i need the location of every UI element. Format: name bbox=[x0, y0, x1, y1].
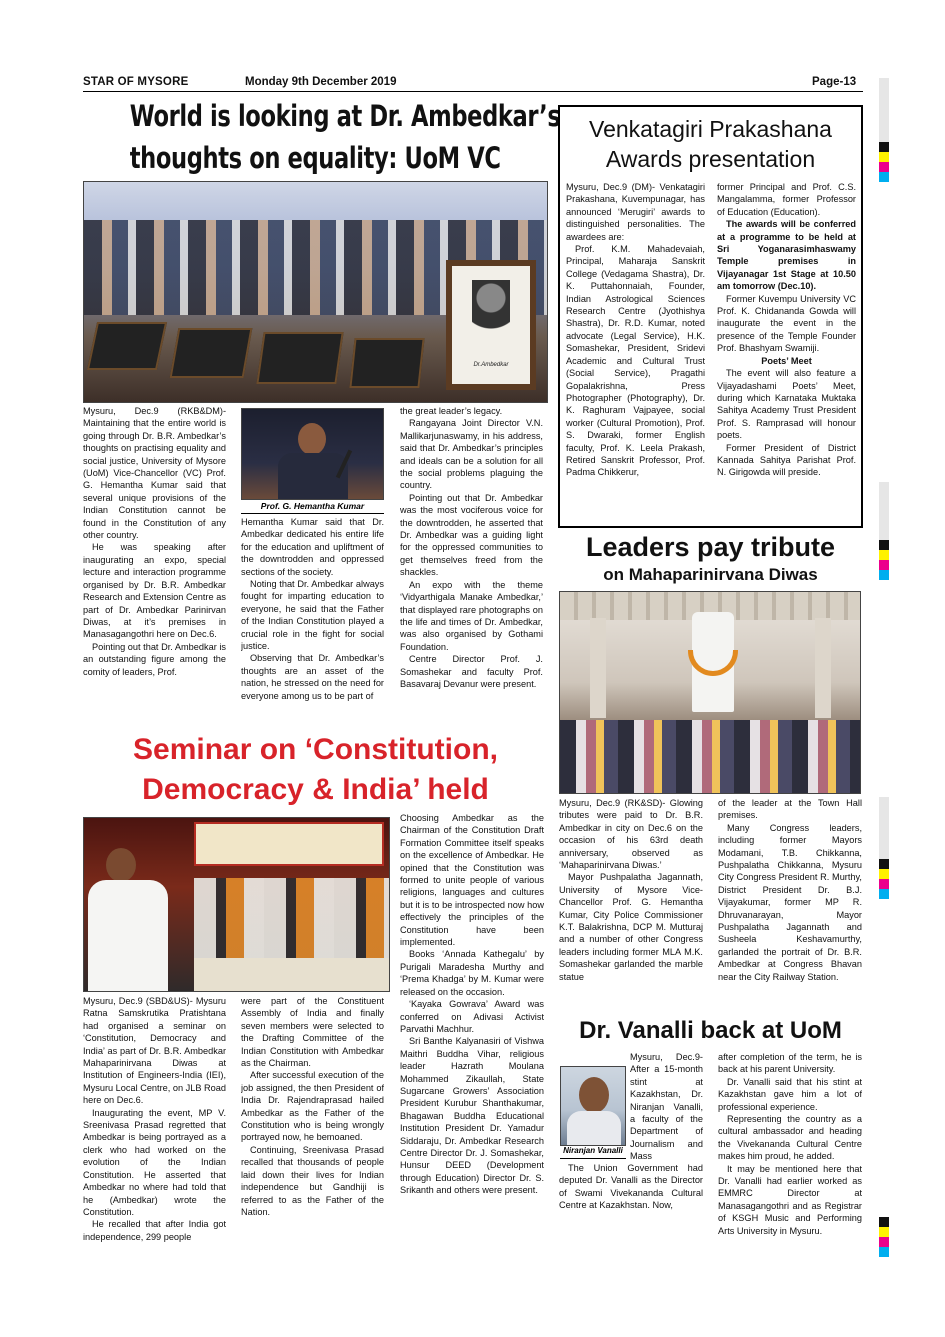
ambedkar-portrait-frame bbox=[446, 260, 536, 390]
reg-magenta bbox=[879, 879, 889, 889]
ambedkar-portrait bbox=[472, 280, 510, 340]
vanalli-col1 bbox=[559, 1162, 703, 1266]
ambedkar-col3-para: Rangayana Joint Director V.N. Mallikarjunaswamy, in his address, said that Dr. Ambedkar’s principles and ideals can be a solution for all the social problems plaguing the country. bbox=[400, 418, 543, 491]
inset-person-head bbox=[298, 423, 326, 455]
reg-yellow bbox=[879, 1227, 889, 1237]
ambedkar-portrait-label: Dr.Ambedkar bbox=[473, 362, 509, 368]
vanalli-portrait bbox=[560, 1066, 626, 1146]
vanalli-portrait-body bbox=[567, 1111, 621, 1146]
reg-grey bbox=[879, 797, 889, 859]
seminar-headline-line1: Seminar on ‘Constitution, bbox=[133, 733, 498, 766]
vanalli-col2-para: It may be mentioned here that Dr. Vanalli had earlier worked as EMMRC Director at Manasagangothri and as Registrar of KSGH Music and Performing Arts University in Mysuru. bbox=[718, 1163, 862, 1236]
ambedkar-col3-para: An expo with the theme ‘Vidyarthigala Manake Ambedkar,’ that displayed rare photographs on the life and times of Dr. Ambedkar, was also organised by Gothami Foundation. bbox=[400, 579, 543, 652]
seminar-dais-guests bbox=[194, 878, 390, 958]
venkatagiri-headline-line1: Venkatagiri Prakashana bbox=[589, 116, 832, 142]
headline-ambedkar-line1: World is looking at Dr. Ambedkar’s bbox=[129, 99, 561, 133]
venkatagiri-col2-para: Former President of District Kannada Sahitya Parishat Prof. N. Girigowda will preside. bbox=[717, 442, 856, 478]
seminar-photo bbox=[83, 817, 390, 992]
venkatagiri-col2-para: former Principal and Prof. C.S. Mangalamma, former Professor of Education (Education). bbox=[717, 182, 856, 217]
seminar-col3-para: ‘Kayaka Gowrava’ Award was conferred on Adivasi Activist Parvathi Machhur. bbox=[400, 999, 544, 1034]
seminar-col1 bbox=[83, 995, 226, 1265]
vanalli-col2-para: Dr. Vanalli said that his stint at Kazakhstan gave him a lot of professional experience. bbox=[718, 1076, 862, 1112]
ambedkar-col3-para: Pointing out that Dr. Ambedkar was the most vociferous voice for the downtrodden, he asserted that Dr. Ambedkar was a guiding light for the oppressed communities to get themselves freed from the shackles. bbox=[400, 492, 543, 578]
ambedkar-col3-para: Centre Director Prof. J. Somashekar and faculty Prof. Basavaraj Devanur were present. bbox=[400, 654, 543, 689]
seminar-table-cloth bbox=[194, 958, 390, 992]
seminar-col1-para: Inaugurating the event, MP V. Sreenivasa Prasad regretted that Ambedkar is being portrayed as a clerk who had worked on the evolution of the Indian Constitution. He asserted that Ambedkar no where had told that he (Ambedkar) wrote the Constitution. bbox=[83, 1107, 226, 1217]
leaders-col1-para: Mayor Pushpalatha Jagannath, University of Mysore Vice-Chancellor Prof. G. Hemantha Kumar, City Police Commissioner K.T. Balakrishna, DCP M. Mutturaj and a number of other Congress leaders including former MLA M.K. Somashekar garlanded the marble statue bbox=[559, 872, 703, 982]
masthead-rule bbox=[83, 91, 863, 92]
reg-magenta bbox=[879, 1237, 889, 1247]
reg-cyan bbox=[879, 570, 889, 580]
hemantha-kumar-caption: Prof. G. Hemantha Kumar bbox=[260, 501, 365, 511]
venkatagiri-col2-para: Former Kuvempu University VC Prof. K. Chidananda Gowda will inaugurate the event in the presence of the Temple Founder Prof. Bhashyam Swamiji. bbox=[717, 293, 856, 354]
reg-yellow bbox=[879, 550, 889, 560]
venkatagiri-col1 bbox=[566, 181, 705, 521]
expo-tent-banner bbox=[84, 182, 548, 220]
vanalli-col1-para: The Union Government had deputed Dr. Vanalli as the Director of Swami Vivekananda Cultural Centre at Kazakhstan. Now, bbox=[559, 1163, 703, 1211]
seminar-col2-para: Continuing, Sreenivasa Prasad recalled that thousands of people laid down their lives for Indian independence but Gandhiji is referred to as the Father of the Nation. bbox=[241, 1144, 384, 1217]
seminar-stage-banner bbox=[194, 822, 384, 866]
registration-marks-lower bbox=[879, 797, 889, 899]
masthead-paper-name: STAR OF MYSORE bbox=[83, 76, 189, 88]
vanalli-col2-para: Representing the country as a cultural ambassador and heading the Vivekananda Cultural Centre makes him proud, he added. bbox=[718, 1114, 862, 1162]
seminar-headline-line2: Democracy & India’ held bbox=[142, 773, 489, 806]
leaders-col2-para: Many Congress leaders, including former Mayors Modamani, T.B. Chikkanna, Pushpalatha Chikkanna, Mysuru City Congress President R. Murthy, District President Dr. B.J. Vijayakumar, former MP R. Dhruvanarayan, Mayor Pushpalatha Jagannath and Susheela Keshavamurthy, garlanded the portrait of Dr. B.R. Ambedkar at Congress Bhavan near the City Railway Station. bbox=[718, 822, 862, 982]
ambedkar-col1-para: Mysuru, Dec.9 (RKB&DM)- Maintaining that the entire world is going through Dr. B.R. Ambedkar’s thoughts on practising equality and social justice, University of Mysore (UoM) Vice-Chancellor (VC) Prof. G. Hemantha Kumar said that several unique provisions of the Indian Constitution cannot be found in the Constitution of any other country. bbox=[83, 406, 226, 541]
reg-yellow bbox=[879, 869, 889, 879]
reg-yellow bbox=[879, 152, 889, 162]
seminar-col1-para: Mysuru, Dec.9 (SBD&US)- Mysuru Ratna Samskrutika Pratishtana had organised a seminar on ‘Constitution, Democracy and India’ as part of Dr. B.R. Ambedkar Mahaparinirvana Diwas at Institution of Engineers-India (IEI), Mysuru Local Centre, on JLB Road here on Dec.6. bbox=[83, 996, 226, 1106]
reg-black bbox=[879, 142, 889, 152]
leaders-headline-line1: Leaders pay tribute bbox=[585, 532, 836, 562]
vanalli-col1-wrap bbox=[630, 1051, 703, 1161]
venkatagiri-col2 bbox=[717, 181, 856, 521]
seminar-col2-para: were part of the Constituent Assembly of India and finally seven members were selected to the Drafting Committee of the Indian Constitution with Ambedkar as the Chairman. bbox=[241, 996, 384, 1069]
seminar-speaker-head bbox=[106, 848, 136, 882]
ambedkar-story-col3 bbox=[400, 405, 543, 727]
vanalli-caption-rule bbox=[560, 1158, 626, 1159]
vanalli-col2-para: after completion of the term, he is back at his parent University. bbox=[718, 1052, 862, 1075]
vanalli-col1-text: Mysuru, Dec.9- After a 15-month stint at Kazakhstan, Dr. Niranjan Vanalli, a faculty of the Department of Journalism and Mass bbox=[630, 1052, 703, 1161]
leaders-col2 bbox=[718, 797, 862, 1011]
seminar-speaker-body bbox=[88, 880, 168, 992]
masthead-date: Monday 9th December 2019 bbox=[245, 76, 397, 88]
venkatagiri-col1-para: Prof. K.M. Mahadevaiah, Principal, Maharaja Sanskrit College (Vedagama Shastra), Dr. K. Puttahonnaiah, Founder, Indian Astrological Sciences Research Centre (Jyothishya Shastra), Dr. R.D. Kumar, noted advocate (Legal Service), H.K. Somashekar, President, Sridevi Academic and Cultural Trust (Social Service), Pragathi Gopalakrishna, Press Photographer (Photography), Dr. K. Raghuram Vajpayee, social worker (Cultural Promotion), Prof. S. Dwaraki, former English faculty, Prof. K. Leela Prakash, Retired Sanskrit Professor, Prof. Padma Chikkerur, bbox=[566, 244, 705, 478]
reg-black bbox=[879, 540, 889, 550]
hemantha-kumar-inset-photo bbox=[241, 408, 384, 500]
reg-black bbox=[879, 859, 889, 869]
ambedkar-col3-para: the great leader’s legacy. bbox=[400, 406, 503, 416]
registration-marks-bottom bbox=[879, 1217, 889, 1257]
seminar-col3-para: Books ‘Annada Kathegalu’ by Purigali Maradesha Murthy and ‘Prema Khadga’ by M. Kumar were released on the occasion. bbox=[400, 949, 544, 997]
ambedkar-col2-para: Noting that Dr. Ambedkar always fought for imparting education to everyone, he said that the Father of the Indian Constitution played a crucial role in the fight for social justice. bbox=[241, 579, 384, 652]
reg-cyan bbox=[879, 172, 889, 182]
ambedkar-col1-para: Pointing out that Dr. Ambedkar is an outstanding figure among the comity of leaders, Prof. bbox=[83, 641, 226, 677]
headline-ambedkar-line2: thoughts on equality: UoM VC bbox=[129, 141, 501, 175]
ambedkar-col1-para: He was speaking after inaugurating an expo, special lecture and interaction programme organised by Dr. B.R. Ambedkar Research and Extension Centre as part of Dr. Ambedkar Parinirvan Diwas, at it’s premises in Manasagangothri here on Dec.6. bbox=[83, 542, 226, 640]
reg-cyan bbox=[879, 1247, 889, 1257]
vanalli-headline: Dr. Vanalli back at UoM bbox=[579, 1017, 842, 1044]
venkatagiri-headline-line2: Awards presentation bbox=[605, 146, 816, 172]
reg-grey bbox=[879, 482, 889, 540]
expo-photo-frame-3 bbox=[256, 332, 343, 384]
ambedkar-story-col1 bbox=[83, 405, 226, 727]
statue-tribute-photo bbox=[559, 591, 861, 794]
seminar-col1-para: He recalled that after India got independence, 299 people bbox=[83, 1219, 226, 1242]
venkatagiri-col1-para: Mysuru, Dec.9 (DM)- Venkatagiri Prakashana, Kuvempunagar, has announced ‘Merugiri’ awards to distinguished personalities. The awardees are: bbox=[566, 182, 705, 242]
seminar-col2-para: After successful execution of the job assigned, the then President of India Dr. Rajendraprasad hailed Ambedkar as the Father of the Constitution who is being wrongly portrayed now, he bemoaned. bbox=[241, 1070, 384, 1143]
reg-magenta bbox=[879, 162, 889, 172]
expo-photo-frame-1 bbox=[87, 322, 167, 370]
ambedkar-story-col2 bbox=[241, 516, 384, 727]
ambedkar-col2-para: Observing that Dr. Ambedkar’s thoughts are an asset of the nation, he stressed on the need for everyone among us to be part of bbox=[241, 653, 384, 701]
seminar-col2 bbox=[241, 995, 384, 1265]
expo-photo-frame-4 bbox=[349, 338, 424, 388]
reg-grey bbox=[879, 78, 889, 142]
registration-marks-top bbox=[879, 78, 889, 182]
vanalli-portrait-head bbox=[579, 1077, 609, 1113]
reg-cyan bbox=[879, 889, 889, 899]
seminar-col3-para: Choosing Ambedkar as the Chairman of the Constitution Draft Formation Committee itself speaks on the excellence of Ambedkar. He opined that the Constitution was formed to unite people of various religions, languages and cultures but it is to be introspected now how effectively the principles of the Constitution have been implemented. bbox=[400, 813, 544, 948]
reg-black bbox=[879, 1217, 889, 1227]
venkatagiri-col2-bold-para: The awards will be conferred at a programme to be held at Sri Yoganarasimhaswamy Temple premises in Vijayanagar 1st Stage at 10.50 am tomorrow (Dec.10). bbox=[717, 219, 856, 292]
expo-photo bbox=[83, 181, 548, 403]
ambedkar-col2-para: Hemantha Kumar said that Dr. Ambedkar dedicated his entire life for the education and upliftment of the downtrodden and oppressed sections of the society. bbox=[241, 517, 384, 577]
leaders-col1 bbox=[559, 797, 703, 1011]
vanalli-col1-para bbox=[630, 1051, 703, 1161]
crowd-row bbox=[560, 720, 861, 794]
seminar-col3-para: Sri Banthe Kalyanasiri of Vishwa Maithri Buddha Vihar, religious leader Hazrath Moulana Mohammed Zikaullah, State Sugarcane Growers’ Association President Kurubur Shanthakumar, Bhagawan Buddha Educational Institution President Dr. Yamadur Siddaraju, Dr. Ambedkar Research Centre Director Dr. J. Somashekar, Hunsur DEED (Development through Education) Director Dr. S. Srikanth and others were present. bbox=[400, 1036, 544, 1196]
venkatagiri-subhead: Poets’ Meet bbox=[761, 355, 812, 366]
reg-magenta bbox=[879, 560, 889, 570]
venkatagiri-col2-para: The event will also feature a Vijayadashami Poets’ Meet, during which Karnataka Muktaka Sahitya Academy Trust President Prof. S. Ramprasad will honour poets. bbox=[717, 368, 856, 441]
vanalli-col2 bbox=[718, 1051, 862, 1266]
seminar-col3 bbox=[400, 812, 544, 1265]
masthead-page-number: Page-13 bbox=[812, 76, 857, 88]
pavilion-pillar-right bbox=[815, 618, 831, 718]
leaders-headline-line2: on Mahaparinirvana Diwas bbox=[603, 565, 818, 584]
pavilion-pillar-left bbox=[590, 618, 606, 718]
leaders-col1-para: Mysuru, Dec.9 (RK&SD)- Glowing tributes were paid to Dr. B.R. Ambedkar in city on Dec.6 on the occasion of his 63rd death anniversary, observed as ‘Mahaparinirvana Diwas.’ bbox=[559, 798, 703, 871]
leaders-col2-para: of the leader at the Town Hall premises. bbox=[718, 798, 862, 821]
expo-photo-frame-2 bbox=[170, 328, 253, 378]
registration-marks-mid bbox=[879, 482, 889, 580]
inset-caption-rule bbox=[241, 513, 384, 514]
vanalli-caption: Niranjan Vanalli bbox=[563, 1146, 623, 1155]
